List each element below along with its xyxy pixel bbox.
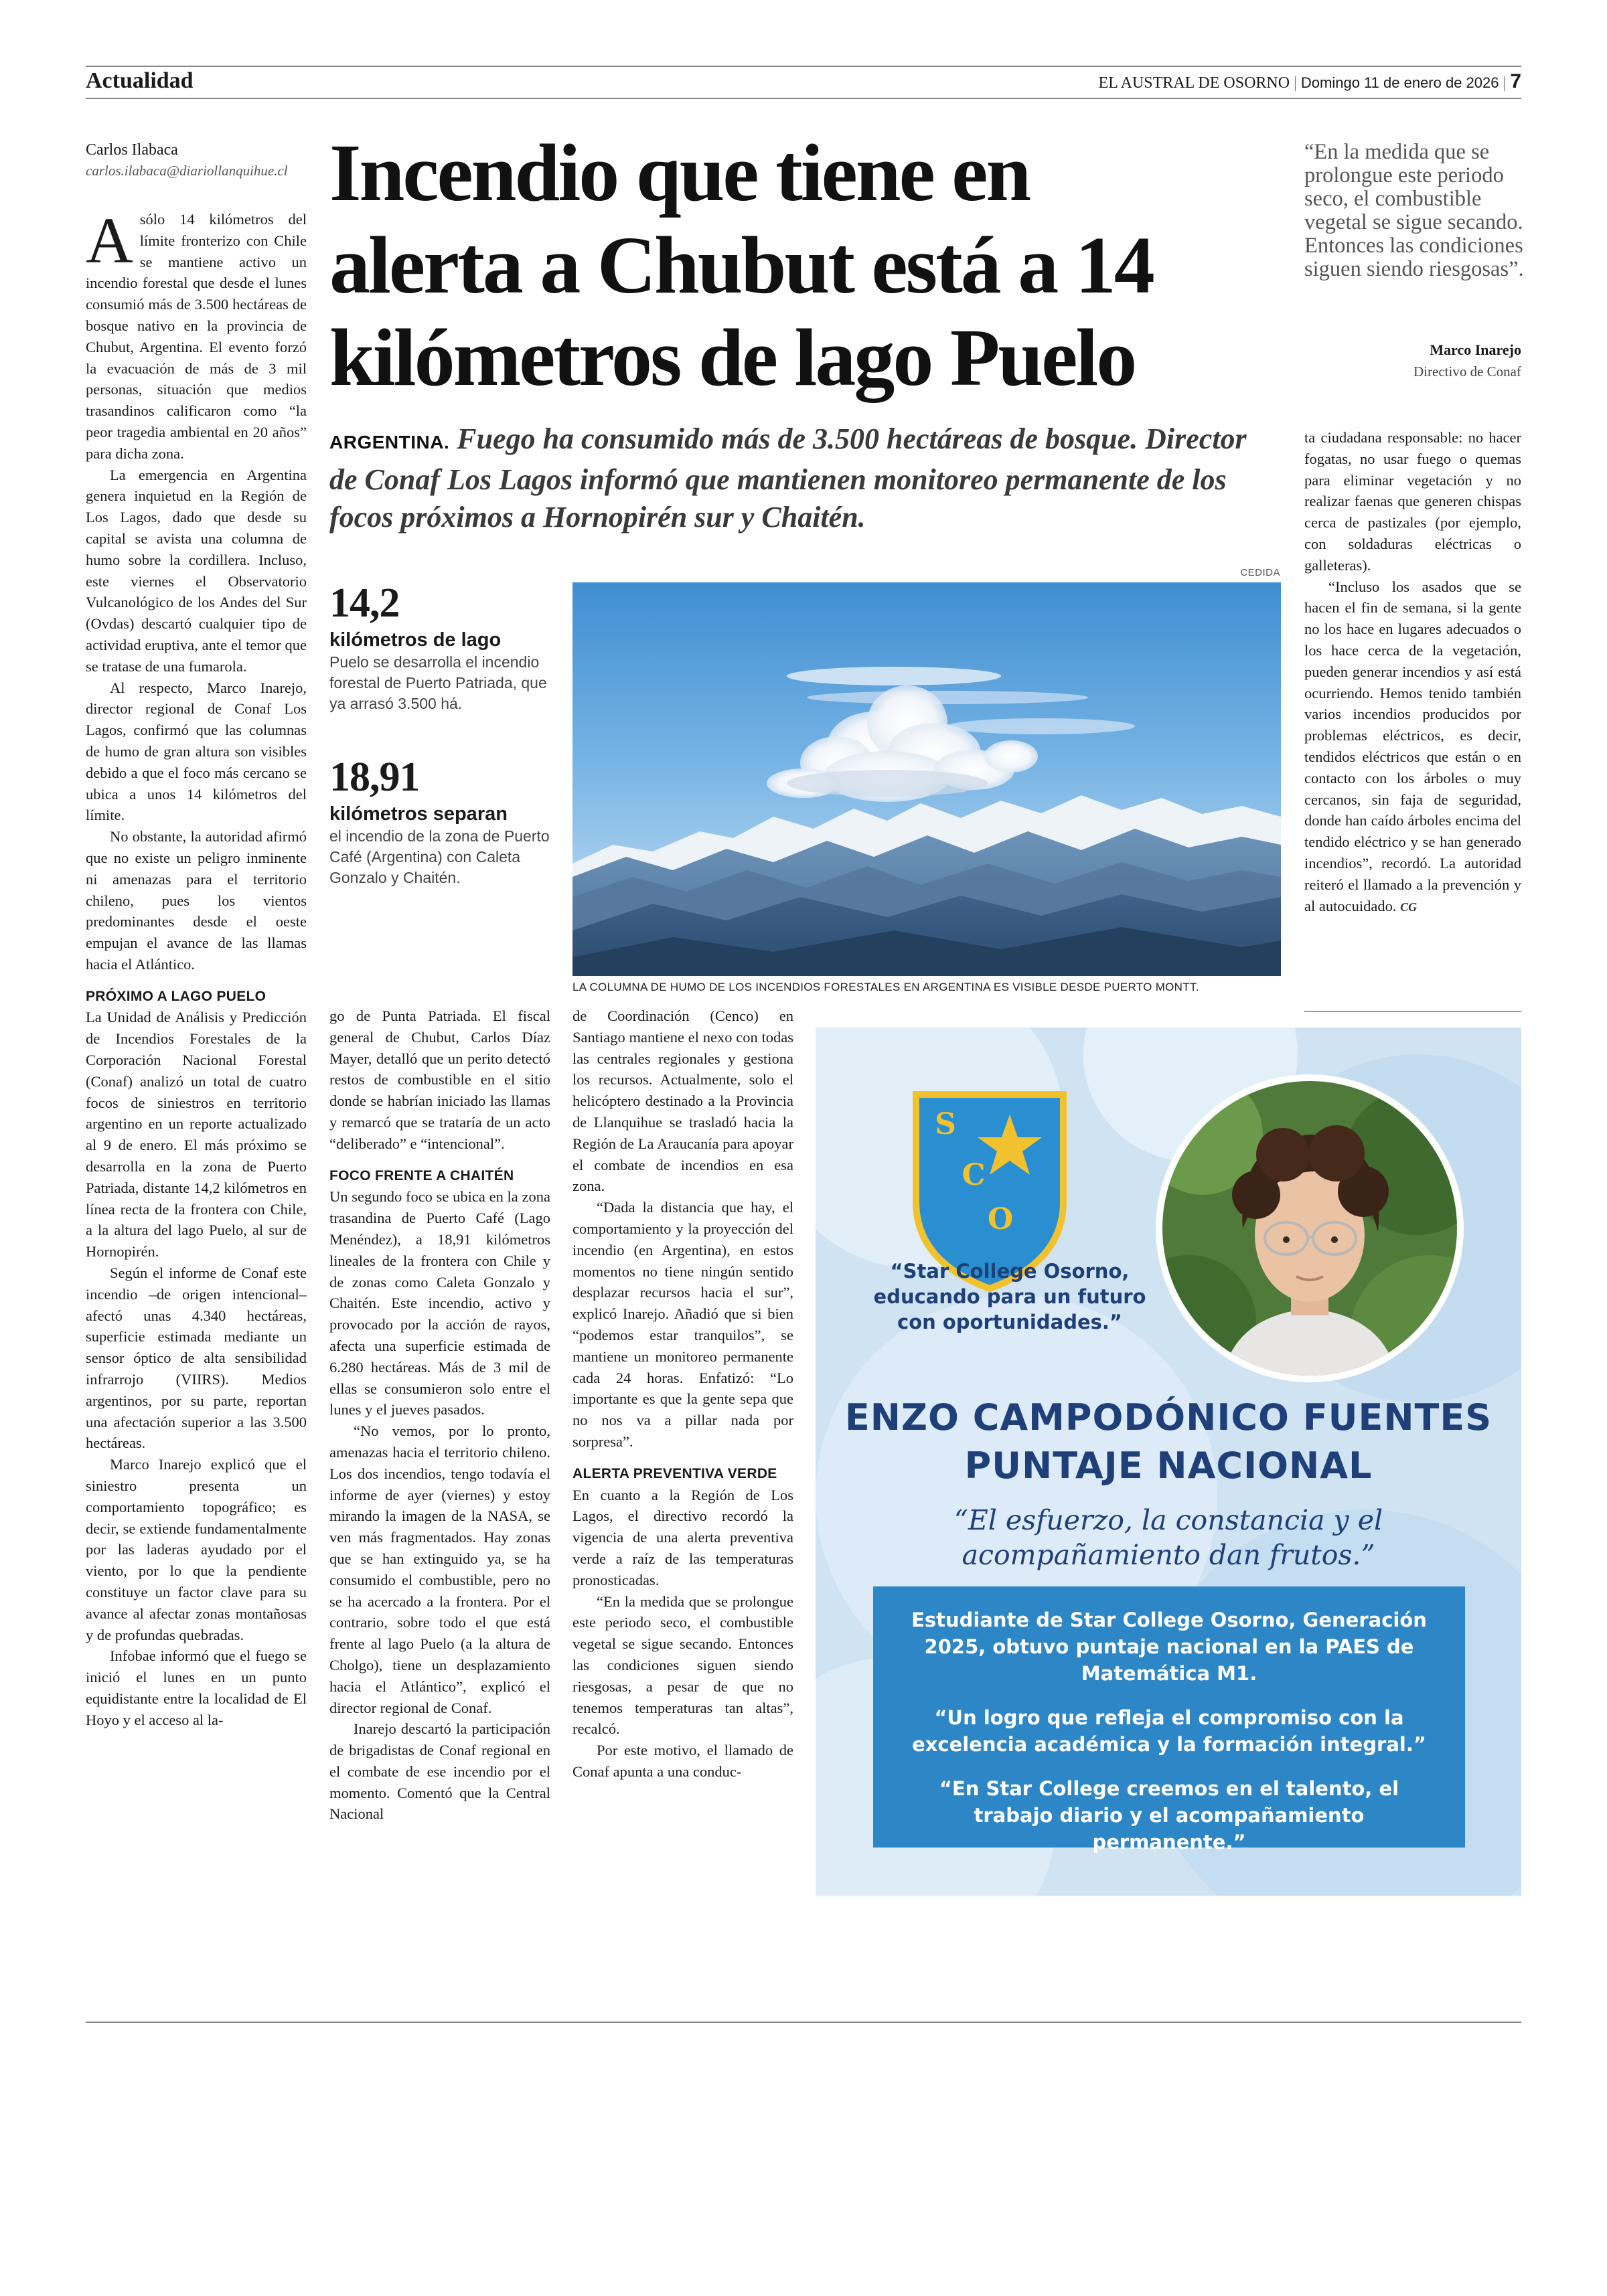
- publication-name: EL AUSTRAL DE OSORNO: [1098, 74, 1290, 92]
- article-paragraph: Según el informe de Conaf este incendio –de origen intencional– afectó unas 4.340 hectáreas, superficie estimada mediante un sensor óptico de alta sensibilidad infrarrojo (VIIRS). Medios argentinos, por su parte, reportan una afectación superior a las 3.500 hectáreas.: [86, 1264, 307, 1452]
- headline-line-1: Incendio que tiene en: [329, 128, 1030, 218]
- masthead-line: [1099, 71, 1521, 94]
- header-bottom-rule: [86, 98, 1521, 99]
- article-paragraph: go de Punta Patriada. El fiscal general de Chubut, Carlos Díaz Mayer, detalló que un perito detectó restos de combustible en el sitio donde se habrían iniciado las llamas y remarcó que se trataría de un acto “deliberado” e “intencional”.: [329, 1007, 550, 1152]
- article-paragraph: Infobae informó que el fuego se inició el lunes en un punto equidistante entre la localidad de El Hoyo y el acceso al la-: [86, 1647, 307, 1728]
- pull-quote-name: Marco Inarejo: [1430, 341, 1521, 358]
- student-photo: [1162, 1081, 1457, 1376]
- fact-text: Puelo se desarrolla el incendio forestal de Puerto Patriada, que ya arrasó 3.500 há.: [329, 653, 547, 712]
- fact-title: kilómetros de lago: [329, 629, 502, 651]
- article-column-1: [86, 205, 307, 1731]
- ad-info-box: [873, 1586, 1465, 1854]
- article-column-4: [1304, 427, 1521, 918]
- article-paragraph: No obstante, la autoridad afirmó que no existe un peligro inminente ni amenazas para el territorio chileno, pues los vientos predominantes desde el oeste empujan el avance de las llamas hacia el Atlántico.: [86, 828, 307, 973]
- article-paragraph: Marco Inarejo explicó que el siniestro presenta un comportamiento topográfico; es decir, se extiende fundamentalmente por las laderas ayudado por el viento, por lo que la pendiente constituye un factor clave para su avance al afectar zonas montañosas y de profundas quebradas.: [86, 1456, 307, 1643]
- mountain-smoke-photo: [572, 582, 1281, 976]
- section-label: Actualidad: [86, 68, 194, 93]
- headline: [329, 127, 1300, 404]
- article-paragraph: Asólo 14 kilómetros del límite fronterizo con Chile se mantiene activo un incendio forestal que desde el lunes consumió más de 3.500 hectáreas de bosque nativo en la provincia de Chubut, Argentina. El evento forzó la evacuación de más de 3 mil personas, situación que medios trasandinos calificaron como “la peor tragedia ambiental en 20 años” para dicha zona.: [86, 205, 307, 462]
- article-column-3: [572, 1005, 793, 1783]
- student-name: ENZO CAMPODÓNICO FUENTES: [844, 1396, 1493, 1439]
- news-photo: [572, 582, 1281, 976]
- article-paragraph: Por este motivo, el llamado de Conaf apunta a una conduc-: [572, 1742, 793, 1780]
- byline-author: Carlos Ilabaca: [86, 141, 178, 159]
- ad-quote: “El esfuerzo, la constancia y el acompañamiento dan frutos.”: [953, 1504, 1383, 1571]
- shield-letter-s: S: [935, 1107, 956, 1141]
- article-paragraph: La Unidad de Análisis y Predicción de Incendios Forestales de la Corporación Nacional Forestal (Conaf) analizó un total de cuatro focos de siniestros en territorio argentino en un reporte actualizado al 9 de enero. El más próximo se desarrolla en la zona de Puerto Patriada, distante 14,2 kilómetros en línea recta de la frontera con Chile, a la altura del lago Puelo, al sur de Hornopirén.: [86, 1009, 307, 1260]
- star-college-ad[interactable]: [816, 1028, 1521, 1896]
- byline-email[interactable]: carlos.ilabaca@diariollanquihue.cl: [86, 163, 288, 179]
- separator: |: [1294, 74, 1297, 92]
- drop-cap: A: [86, 205, 133, 277]
- deck-text: Fuego ha consumido más de 3.500 hectáreas de bosque. Director de Conaf Los Lagos informó que mantienen monitoreo permanente de los focos próximos a Hornopirén sur y Chaitén.: [329, 422, 1247, 534]
- header-top-rule: [86, 66, 1521, 67]
- issue-date: Domingo 11 de enero de 2026: [1300, 74, 1499, 91]
- deck-kicker: ARGENTINA.: [329, 432, 450, 453]
- subhead: PRÓXIMO A LAGO PUELO: [86, 988, 266, 1004]
- article-paragraph: En cuanto a la Región de Los Lagos, el directivo recordó la vigencia de una alerta preventiva verde a raíz de las temperaturas pronosticadas.: [572, 1486, 793, 1588]
- shield-letter-c: C: [962, 1158, 986, 1192]
- award-title: PUNTAJE NACIONAL: [964, 1445, 1373, 1487]
- fact-title: kilómetros separan: [329, 803, 508, 825]
- article-paragraph: “Dada la distancia que hay, el comportamiento y la proyección del incendio (en Argentina), en estos momentos no tiene ningún sentido desplazar recursos hacia el sur”, explicó Inarejo. Añadió que si bien “podemos estar tranquilos”, se mantiene un monitoreo permanente cada 24 horas. Enfatizó: “Lo importante es que la gente sepa que no nos va a pillar nada por sorpresa”.: [572, 1199, 793, 1450]
- ad-slogan: “Star College Osorno, educando para un futuro con oportunidades.”: [873, 1260, 1146, 1333]
- deck: [329, 420, 1280, 536]
- student-portrait: [1162, 1081, 1457, 1376]
- ad-info-paragraph: “Un logro que refleja el compromiso con la excelencia académica y la formación integral.”: [912, 1706, 1426, 1756]
- article-paragraph: “Incluso los asados que se hacen el fin de semana, si la gente no los hace en lugares adecuados o los hace cerca de la vegetación, pueden generar incendios y así está ocurriendo. Hemos tenido también varios incendios producidos por problemas eléctricos, es decir, tendidos eléctricos que están o en contacto con los árboles o muy cercanos, sin faja de seguridad, donde han caído árboles encima del tendido eléctrico y se han generado incendios”, recordó. La autoridad reiteró el llamado a la prevención y al autocuidado. CG: [1304, 578, 1521, 914]
- page-number: 7: [1510, 70, 1521, 92]
- article-paragraph: ta ciudadana responsable: no hacer fogatas, no usar fuego o quemas para eliminar vegetación y no realizar faenas que generen chispas cerca de pastizales (por ejemplo, con soldaduras eléctricas o galleteras).: [1304, 429, 1521, 574]
- ad-info-paragraph: “En Star College creemos en el talento, el trabajo diario y el acompañamiento permanente.”: [939, 1777, 1399, 1854]
- pull-quote-role: Directivo de Conaf: [1413, 363, 1521, 380]
- fact-number: 14,2: [329, 580, 400, 626]
- article-paragraph: “En la medida que se prolongue este periodo seco, el combustible vegetal se sigue secando. Entonces las condiciones siguen siendo riesgosas, a pesar de que no tenemos temperaturas tan altas”, recalcó.: [572, 1592, 793, 1738]
- footer-rule: [86, 2022, 1521, 2023]
- subhead: FOCO FRENTE A CHAITÉN: [329, 1167, 514, 1183]
- photo-credit: CEDIDA: [1240, 567, 1280, 578]
- column-rule: [1304, 1011, 1521, 1012]
- photo-caption: LA COLUMNA DE HUMO DE LOS INCENDIOS FORESTALES EN ARGENTINA ES VISIBLE DESDE PUERTO MONTT.: [572, 981, 1199, 993]
- article-paragraph: “No vemos, por lo pronto, amenazas hacia el territorio chileno. Los dos incendios, tengo todavía el informe de ayer (viernes) y estoy mirando la imagen de la NASA, se ven más fragmentados. Hay zonas que se han extinguido ya, se ha consumido el combustible, pero no se ha acercado a la frontera. Por el contrario, sobre todo el que está frente al lago Puelo (a la altura de Cholgo), tiene un desplazamiento hacia el Atlántico”, explicó el director regional de Conaf.: [329, 1422, 550, 1716]
- article-paragraph: Inarejo descartó la participación de brigadistas de Conaf regional en el combate de ese incendio por el momento. Comentó que la Central Nacional: [329, 1720, 550, 1823]
- shield-letter-o: O: [987, 1202, 1014, 1236]
- pull-quote: “En la medida que se prolongue este periodo seco, el combustible vegetal se sigue secando. Entonces las condiciones siguen siendo riesgosas”.: [1304, 140, 1524, 281]
- article-paragraph: Un segundo foco se ubica en la zona trasandina de Puerto Café (Lago Menéndez), a 18,91 kilómetros lineales de la frontera con Chile y de zonas como Caleta Gonzalo y Chaitén. Este incendio, activo y provocado por la acción de rayos, afecta una superficie estimada de 6.280 hectáreas. Más de 3 mil de ellas se consumieron solo entre el lunes y el jueves pasados.: [329, 1188, 550, 1418]
- article-paragraph: Al respecto, Marco Inarejo, director regional de Conaf Los Lagos, confirmó que las columnas de humo de gran altura son visibles debido a que el foco más cercano se ubica a unos 14 kilómetros del límite.: [86, 679, 307, 824]
- article-paragraph: de Coordinación (Cenco) en Santiago mantiene el nexo con todas las centrales regionales y gestiona los recursos. Actualmente, solo el helicóptero destinado a la Provincia de Llanquihue se trasladó hacia la Región de La Araucanía para apoyar el combate de incendios en esa zona.: [572, 1007, 793, 1195]
- fact-text: el incendio de la zona de Puerto Café (Argentina) con Caleta Gonzalo y Chaitén.: [329, 827, 550, 886]
- article-column-2: [329, 1005, 550, 1825]
- headline-line-2: alerta a Chubut está a 14: [329, 220, 1153, 311]
- fact-number: 18,91: [329, 754, 420, 800]
- separator: |: [1503, 74, 1507, 92]
- fact-box-2: [329, 756, 550, 888]
- end-mark: CG: [1400, 900, 1418, 914]
- article-paragraph: La emergencia en Argentina genera inquietud en la Región de Los Lagos, dado que desde su capital se avista una columna de humo sobre la cordillera. Incluso, este viernes el Observatorio Vulcanológico de los Andes del Sur (Ovdas) descartó cualquier tipo de actividad eruptiva, ante el temor que se tratase de una fumarola.: [86, 466, 307, 675]
- subhead: ALERTA PREVENTIVA VERDE: [572, 1465, 777, 1481]
- fact-box-1: [329, 582, 550, 714]
- ad-info-paragraph: Estudiante de Star College Osorno, Generación 2025, obtuvo puntaje nacional en la PAES de Matemática M1.: [911, 1609, 1427, 1685]
- headline-line-3: kilómetros de lago Puelo: [329, 313, 1136, 403]
